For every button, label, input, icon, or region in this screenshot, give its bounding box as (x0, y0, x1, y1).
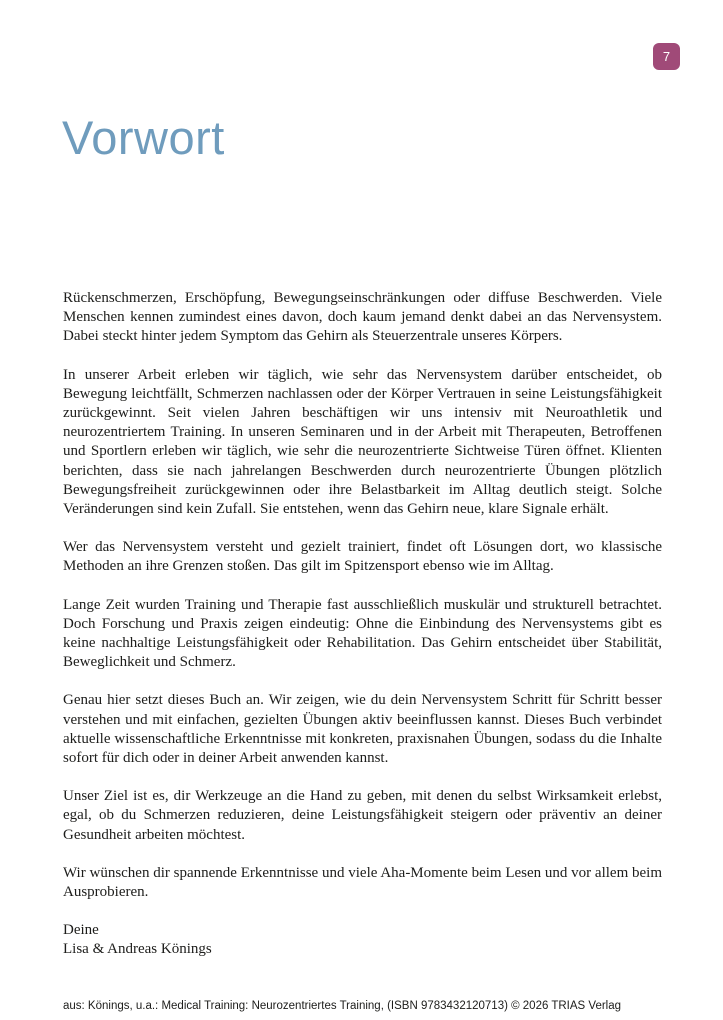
paragraph: Lange Zeit wurden Training und Therapie fast ausschließlich muskulär und strukturell betrachtet. Doch Forschung und Praxis zeigen eindeutig: Ohne die Einbindung des Nervensystems gibt es keine nachhaltige Leistungsfähigkeit oder Rehabilitation. Das Gehirn entscheidet über Stabilität, Beweglichkeit und Schmerz. (63, 596, 662, 671)
paragraph: Rückenschmerzen, Erschöpfung, Bewegungseinschränkungen oder diffuse Beschwerden. Viele Menschen kennen zumindest eines davon, doch kaum jemand denkt dabei an das Nervensystem. Dabei steckt hinter jedem Symptom das Gehirn als Steuerzentrale unseres Körpers. (63, 290, 662, 345)
paragraph: In unserer Arbeit erleben wir täglich, wie sehr das Nervensystem darüber entscheidet, ob Bewegung leichtfällt, Schmerzen nachlassen oder der Körper Vertrauen in seine Leistungsfähigkeit zurückgewinnt. Seit vielen Jahren beschäftigen wir uns intensiv mit Neuroathletik und neurozentriertem Training. In unseren Seminaren und in der Arbeit mit Therapeuten, Betroffenen und Sportlern erleben wir täglich, wie sehr die neurozentrierte Sichtweise Türen öffnet. Klienten berichten, dass sie nach jahrelangen Beschwerden durch neurozentrierte Übungen plötzlich Bewegungsfreiheit zurückgewinnen oder ihre Belastbarkeit im Alltag deutlich steigt. Solche Veränderungen sind kein Zufall. Sie entstehen, wenn das Gehirn neue, klare Signale erhält. (63, 366, 662, 518)
signoff (63, 921, 662, 959)
page-number-badge: 7 (653, 43, 680, 70)
signoff-greeting: Deine (63, 922, 99, 939)
paragraph: Genau hier setzt dieses Buch an. Wir zeigen, wie du dein Nervensystem Schritt für Schritt besser verstehen und mit einfachen, gezielten Übungen aktiv beeinflussen kannst. Dieses Buch verbindet aktuelle wissenschaftliche Erkenntnisse mit konkreten, praxisnahen Übungen, sodass du die Inhalte sofort für dich oder in deiner Arbeit anwenden kannst. (63, 692, 662, 767)
copyright-footer: aus: Könings, u.a.: Medical Training: Neurozentriertes Training, (ISBN 9783432120713) © 2026 TRIAS Verlag (63, 1000, 622, 1012)
paragraph: Wer das Nervensystem versteht und gezielt trainiert, findet oft Lösungen dort, wo klassische Methoden an ihre Grenzen stoßen. Das gilt im Spitzensport ebenso wie im Alltag. (63, 539, 662, 575)
paragraph: Unser Ziel ist es, dir Werkzeuge an die Hand zu geben, mit denen du selbst Wirksamkeit erlebst, egal, ob du Schmerzen reduzieren, deine Leistungsfähigkeit steigern oder präventiv an deiner Gesundheit arbeiten möchtest. (63, 788, 662, 843)
paragraph: Wir wünschen dir spannende Erkenntnisse und viele Aha-Momente beim Lesen und vor allem beim Ausprobieren. (63, 864, 662, 901)
body-text (63, 289, 662, 960)
signoff-authors: Lisa & Andreas Könings (63, 941, 212, 958)
page-title: Vorwort (62, 111, 225, 164)
